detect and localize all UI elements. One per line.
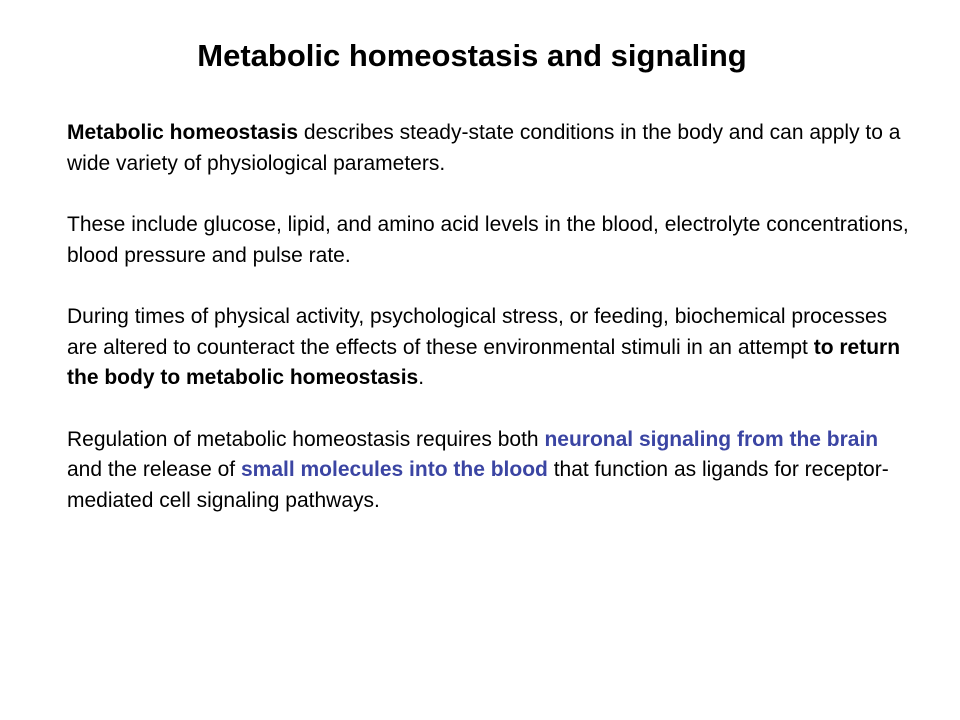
definition-text: describes steady-state conditions in the body and can apply to a wide variety of physiological parameters. (67, 121, 901, 175)
term-metabolic-homeostasis: Metabolic homeostasis (67, 121, 299, 144)
paragraph-parameters (67, 210, 917, 271)
highlight-small-molecules: small molecules into the blood (240, 458, 548, 481)
stimuli-text: During times of physical activity, psychological stress, or feeding, biochemical processes are altered to counteract the effects of these environmental stimuli in an attempt (67, 305, 888, 359)
regulation-text-a: Regulation of metabolic homeostasis requires both (67, 427, 545, 451)
paragraph-stimuli (67, 302, 917, 394)
paragraph-regulation (67, 425, 917, 517)
slide-title: Metabolic homeostasis and signaling (197, 38, 747, 73)
stimuli-emphasis: to return the body to metabolic homeostasis (67, 335, 901, 389)
stimuli-end: . (418, 366, 425, 389)
regulation-text-b: and the release of (67, 458, 241, 481)
regulation-text-c: that function as ligands for receptor-mediated cell signaling pathways. (67, 458, 889, 512)
slide-body (67, 118, 917, 547)
parameters-text: These include glucose, lipid, and amino acid levels in the blood, electrolyte concentrations, blood pressure and pulse rate. (67, 213, 909, 267)
highlight-neuronal-signaling: neuronal signaling from the brain (544, 427, 879, 451)
paragraph-definition (67, 118, 917, 179)
